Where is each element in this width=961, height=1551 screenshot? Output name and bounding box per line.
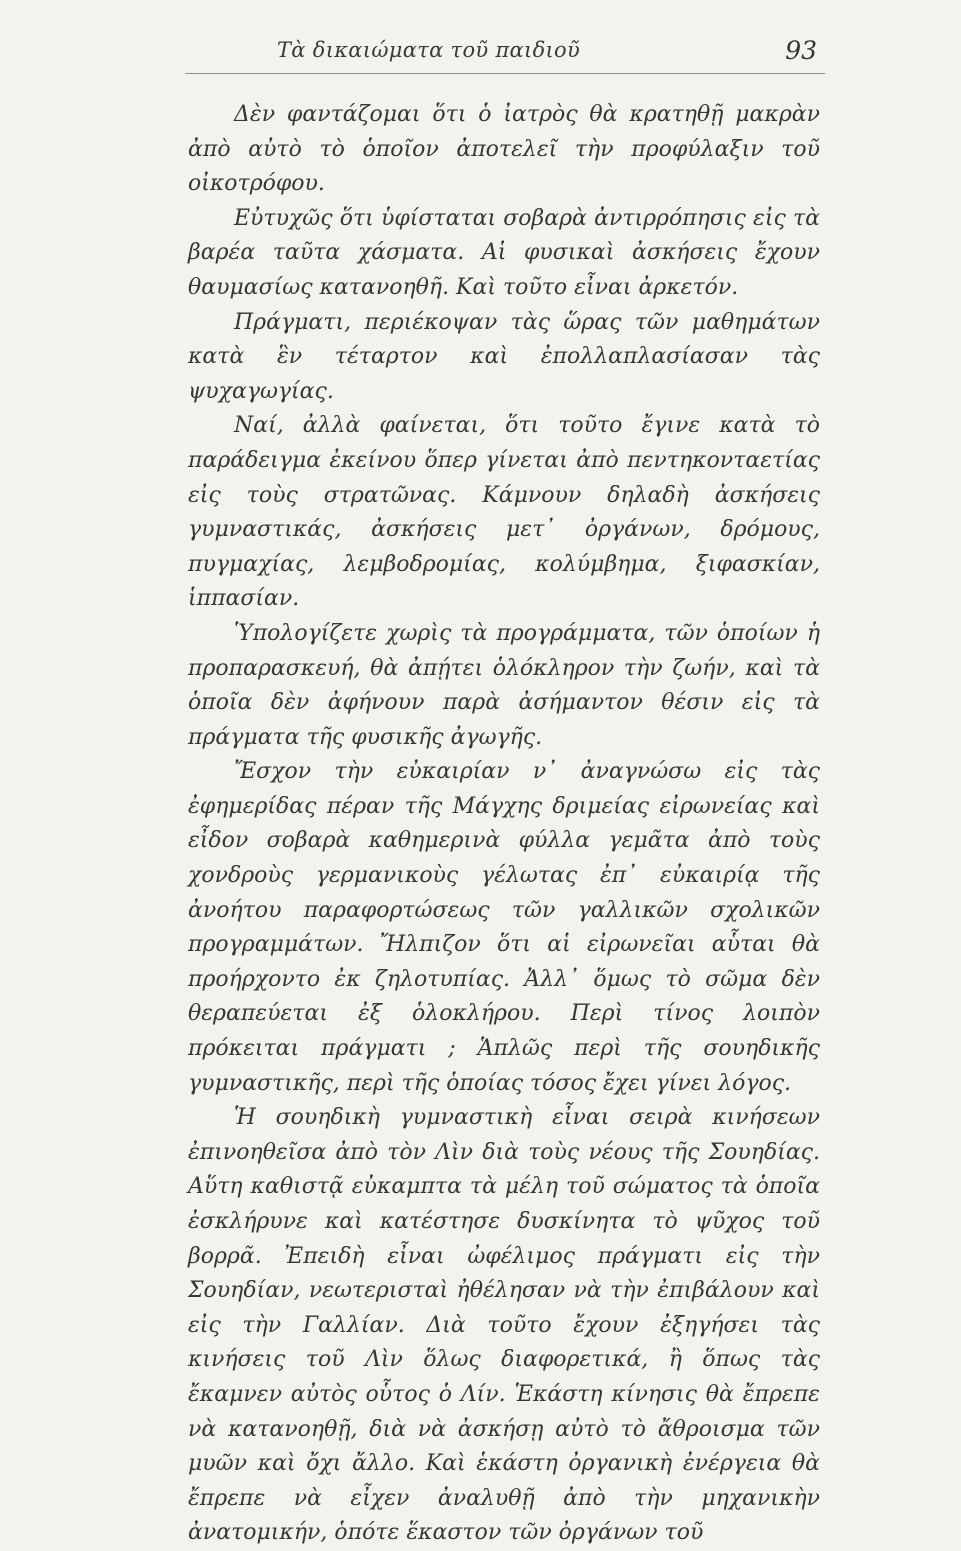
paragraph-7: Ἡ σουηδικὴ γυμναστικὴ εἶναι σειρὰ κινήσεων ἐπινοηθεῖσα ἀπὸ τὸν Λὶν διὰ τοὺς νέους τῆς Σουηδίας. Αὕτη καθιστᾷ εὐκαμπτα τὰ μέλη τοῦ σώματος τὰ ὁποῖα ἐσκλήρυνε καὶ κατέστησε δυσκίνητα τὸ ψῦχος τοῦ βορρᾶ. Ἐπειδὴ εἶναι ὠφέλιμος πράγματι εἰς τὴν Σουηδίαν, νεωτερισταὶ ἠθέλησαν νὰ τὴν ἐπιβάλουν καὶ εἰς τὴν Γαλλίαν. Διὰ τοῦτο ἔχουν ἐξηγήσει τὰς κινήσεις τοῦ Λὶν ὅλως διαφορετικά, ἢ ὅπως τὰς ἔκαμνεν αὐτὸς οὗτος ὁ Λίν. Ἑκάστη κίνησις θὰ ἔπρεπε νὰ κατανοηθῇ, διὰ νὰ ἀσκήσῃ αὐτὸ τὸ ἄθροισμα τῶν μυῶν καὶ ὄχι ἄλλο. Καὶ ἑκάστη ὀργανικὴ ἐνέργεια θὰ ἔπρεπε νὰ εἶχεν ἀναλυθῇ ἀπὸ τὴν μηχανικὴν ἀνατομικήν, ὁπότε ἕκαστον τῶν ὀργάνων τοῦ xyxy=(188,1105,820,1546)
body-text xyxy=(188,98,820,1551)
page-number: 93 xyxy=(785,36,817,65)
paragraph-1: Δὲν φαντάζομαι ὅτι ὁ ἰατρὸς θὰ κρατηθῇ μακρὰν ἀπὸ αὐτὸ τὸ ὁποῖον ἀποτελεῖ τὴν προφύλαξιν τοῦ οἰκοτρόφου. xyxy=(188,102,820,197)
paragraph-6: Ἔσχον τὴν εὐκαιρίαν ν᾽ ἀναγνώσω εἰς τὰς ἐφημερίδας πέραν τῆς Μάγχης δριμείας εἰρωνείας καὶ εἶδον σοβαρὰ καθημερινὰ φύλλα γεμᾶτα ἀπὸ τοὺς χονδροὺς γερμανικοὺς γέλωτας ἐπ᾽ εὐκαιρίᾳ τῆς ἀνοήτου παραφορτώσεως τῶν γαλλικῶν σχολικῶν προγραμμάτων. Ἤλπιζον ὅτι αἱ εἰρωνεῖαι αὗται θὰ προήρχοντο ἐκ ζηλοτυπίας. Ἀλλ᾽ ὅμως τὸ σῶμα δὲν θεραπεύεται ἐξ ὁλοκλήρου. Περὶ τίνος λοιπὸν πρόκειται πράγματι ; Ἁπλῶς περὶ τῆς σουηδικῆς γυμναστικῆς, περὶ τῆς ὁποίας τόσος ἔχει γίνει λόγος. xyxy=(188,759,820,1096)
paragraph-4: Ναί, ἀλλὰ φαίνεται, ὅτι τοῦτο ἔγινε κατὰ τὸ παράδειγμα ἐκείνου ὅπερ γίνεται ἀπὸ πεντηκονταετίας εἰς τοὺς στρατῶνας. Κάμνουν δηλαδὴ ἀσκήσεις γυμναστικάς, ἀσκήσεις μετ᾽ ὀργάνων, δρόμους, πυγμαχίας, λεμβοδρομίας, κολύμβημα, ξιφασκίαν, ἱππασίαν. xyxy=(188,413,820,612)
paragraph-3: Πράγματι, περιέκοψαν τὰς ὥρας τῶν μαθημάτων κατὰ ἓν τέταρτον καὶ ἐπολλαπλασίασαν τὰς ψυχαγωγίας. xyxy=(188,309,820,404)
running-title: Τὰ δικαιώματα τοῦ παιδιοῦ xyxy=(277,38,581,62)
page-header xyxy=(185,36,825,76)
paragraph-5: Ὑπολογίζετε χωρὶς τὰ προγράμματα, τῶν ὁποίων ἡ προπαρασκευή, θὰ ἀπῄτει ὁλόκληρον τὴν ζωήν, καὶ τὰ ὁποῖα δὲν ἀφήνουν παρὰ ἀσήμαντον θέσιν εἰς τὰ πράγματα τῆς φυσικῆς ἀγωγῆς. xyxy=(188,620,820,750)
paragraph-2: Εὐτυχῶς ὅτι ὑφίσταται σοβαρὰ ἀντιρρόπησις εἰς τὰ βαρέα ταῦτα χάσματα. Αἱ φυσικαὶ ἀσκήσεις ἔχουν θαυμασίως κατανοηθῆ. Καὶ τοῦτο εἶναι ἀρκετόν. xyxy=(188,205,820,300)
header-rule xyxy=(185,73,825,74)
